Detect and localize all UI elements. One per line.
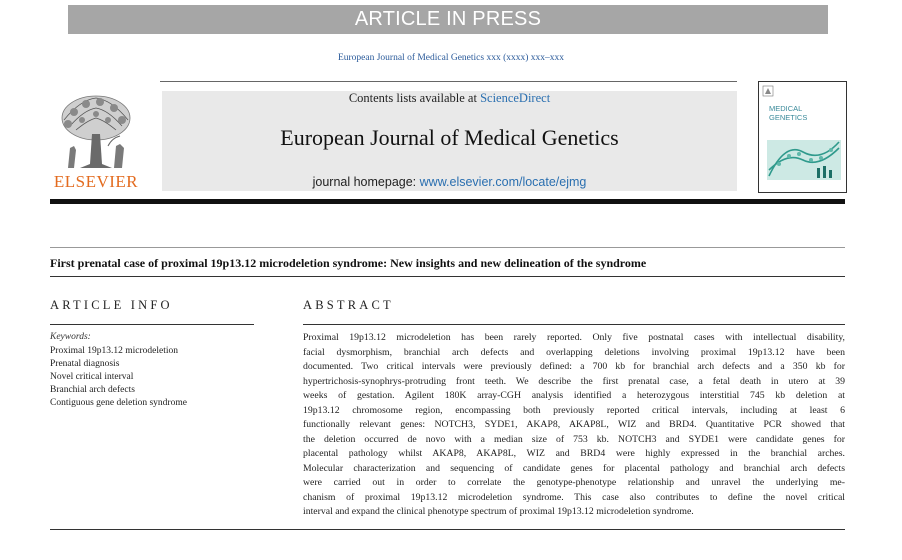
keyword-item: Contiguous gene deletion syndrome	[50, 398, 187, 408]
abstract-line: placental pathology whilst AKAP8, AKAP8L, WIZ and BRD4 were highly expressed in the branchial arches.	[303, 448, 845, 459]
abstract-line: 19p13.12 chromosome region, encompassing both previously reported critical intervals, including at least 6	[303, 404, 845, 416]
abstract-line: Molecular characterization and sequencing of candidate genes for placental pathology and branchial arch defects	[303, 462, 845, 474]
keyword-item: Proximal 19p13.12 microdeletion	[50, 346, 178, 356]
cover-line-2: GENETICS	[769, 113, 808, 122]
page-bottom-rule	[50, 529, 845, 530]
keywords-label: Keywords:	[50, 332, 91, 342]
cover-art-icon	[759, 82, 846, 192]
keyword-item: Prenatal diagnosis	[50, 359, 120, 369]
abstract-line: hypertrichosis-synophrys-protruding front teeth. We describe the first prenatal case, a fetal death in utero at 39	[303, 375, 845, 387]
article-in-press-banner: ARTICLE IN PRESS	[68, 5, 828, 34]
journal-cover-thumbnail[interactable]	[758, 81, 847, 193]
keyword-item: Novel critical interval	[50, 372, 134, 382]
sciencedirect-link[interactable]: ScienceDirect	[480, 91, 551, 105]
abstract-line: documented. Two critical intervals were previously defined: a 700 kb for branchial arch defects and a 350 kb for	[303, 361, 845, 372]
keyword-item: Branchial arch defects	[50, 385, 135, 395]
abstract-line: facial dysmorphism, branchial arch defects and overlapping deletions involving proximal 19p13.12 have been	[303, 346, 845, 358]
cover-title	[769, 104, 807, 122]
homepage-prefix: journal homepage:	[312, 175, 420, 189]
abstract-line: chanism of proximal 19p13.12 microdeletion syndrome. This case also contributes to define the novel critical	[303, 491, 845, 503]
elsevier-logo[interactable]	[50, 90, 142, 190]
elsevier-tree-icon	[50, 90, 142, 170]
abstract-line: interval and expand the clinical phenotype spectrum of proximal 19p13.12 microdeletion syndrome.	[303, 506, 694, 517]
journal-title: European Journal of Medical Genetics	[280, 125, 619, 150]
abstract-line: the deletion occurred de novo with a median size of 753 kb. NOTCH3 and SYDE1 were candidate genes for	[303, 433, 845, 445]
abstract-body	[303, 331, 845, 520]
journal-homepage	[162, 175, 737, 189]
cover-line-1: MEDICAL	[769, 104, 803, 113]
header-top-rule	[160, 81, 737, 82]
abstract-rule	[303, 324, 845, 325]
abstract-line: functionally relevant genes: NOTCH3, SYDE1, AKAP8, AKAP8L, WIZ and BRD4. Quantitative PCR showed that	[303, 419, 845, 430]
keyword-list	[50, 345, 187, 410]
homepage-link[interactable]: www.elsevier.com/locate/ejmg	[419, 175, 587, 189]
header-divider-bar	[50, 199, 845, 204]
title-bottom-rule	[50, 276, 845, 277]
article-info-rule	[50, 324, 254, 325]
journal-citation[interactable]: European Journal of Medical Genetics xxx (xxxx) xxx–xxx	[337, 53, 565, 63]
article-info-heading: ARTICLE INFO	[50, 298, 173, 312]
journal-header	[162, 91, 737, 191]
abstract-line: weeks of gestation. Agilent 180K array-CGH analysis identified a heterozygous interstitial 745 kb deletion at	[303, 390, 845, 401]
contents-availability	[162, 91, 737, 106]
elsevier-wordmark: ELSEVIER	[53, 172, 139, 191]
article-title: First prenatal case of proximal 19p13.12 microdeletion syndrome: New insights and new delineation of the syndrome	[50, 256, 647, 270]
abstract-line: were carried out in order to correlate the genotype-phenotype relationship and unravel the underlying me-	[303, 477, 845, 488]
contents-prefix: Contents lists available at	[348, 91, 481, 105]
abstract-heading: ABSTRACT	[303, 298, 394, 312]
abstract-line: Proximal 19p13.12 microdeletion has been rarely reported. Only five postnatal cases with intellectual disability,	[303, 332, 845, 343]
title-top-rule	[50, 247, 845, 248]
